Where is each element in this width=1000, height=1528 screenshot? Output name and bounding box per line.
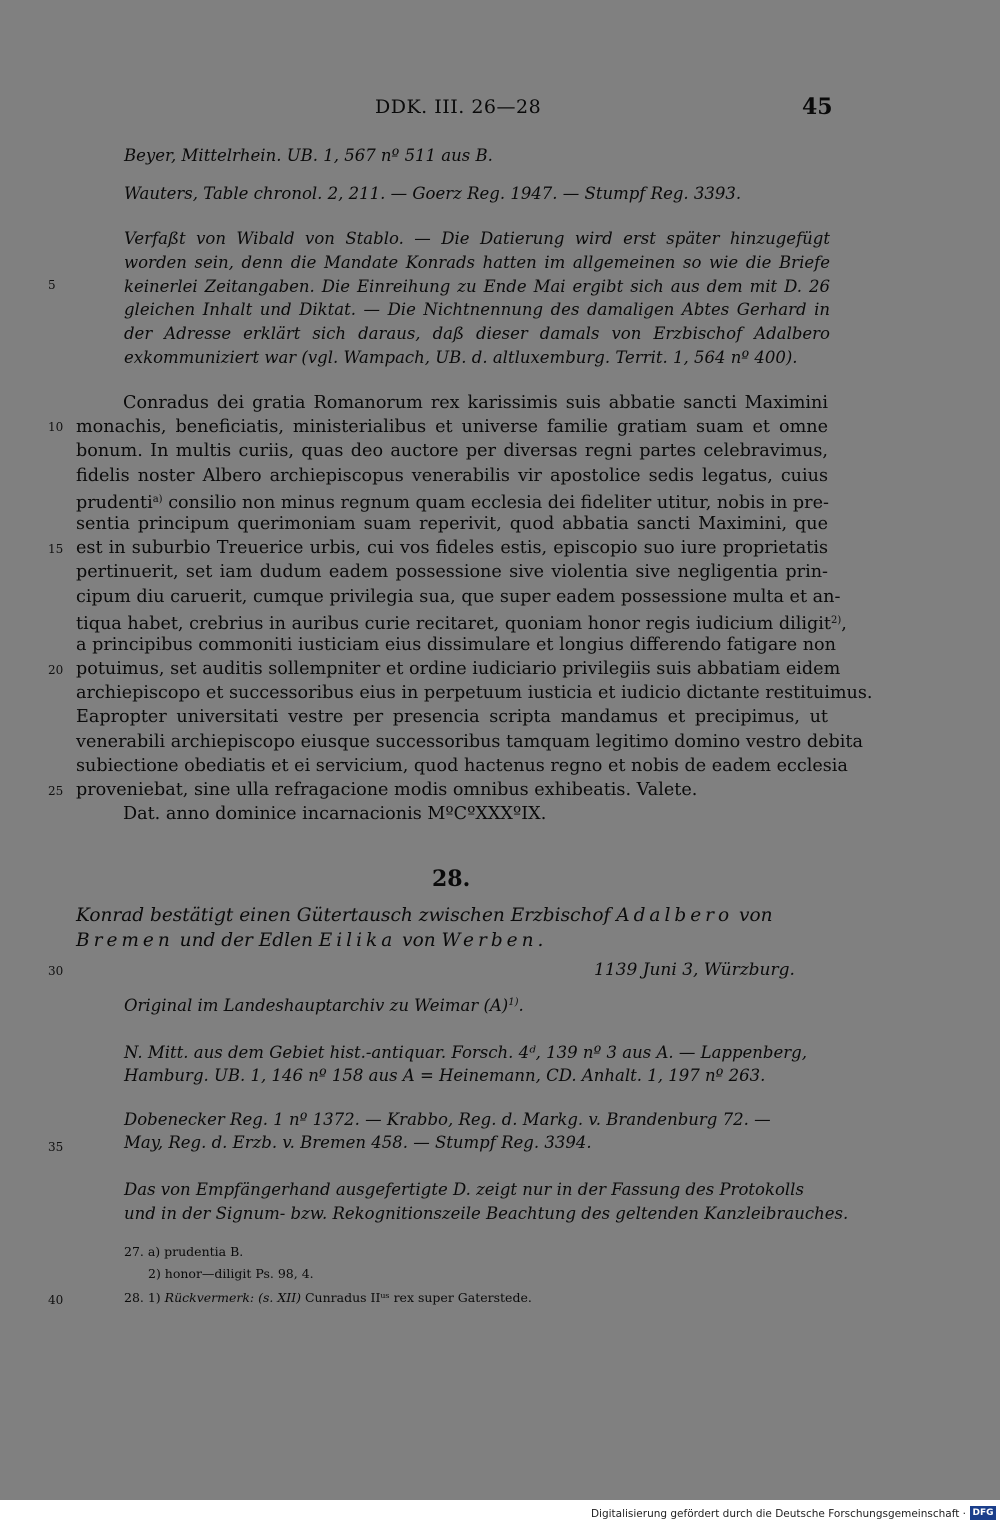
comment-line: und in der Signum- bzw. Rekognitionszeile Beachtung des geltenden Kanzleibrauches. (124, 1204, 849, 1223)
funding-notice: Digitalisierung gefördert durch die Deutsche Forschungsgemeinschaft · (590, 1508, 966, 1520)
line-number: 15 (48, 542, 64, 556)
text-line: fidelis noster Albero archiepiscopus venerabilis vir apostolice sedis legatus, cuius (76, 465, 828, 486)
original-note (124, 996, 524, 1015)
line-number: 5 (48, 278, 56, 292)
person-name: Eilika (318, 930, 397, 951)
regest-text: von (733, 905, 773, 926)
footnote-mark: 2) (830, 614, 842, 626)
line-number: 35 (48, 1140, 64, 1154)
footnote-text: Cunradus IIᵘˢ rex super Gaterstede. (301, 1290, 532, 1305)
footnote-text: 28. 1) (124, 1290, 165, 1305)
footnote-text: Rückvermerk: (s. XII) (164, 1290, 302, 1305)
place-name: Werben (441, 930, 538, 951)
regesta-line: Dobenecker Reg. 1 nº 1372. — Krabbo, Reg. d. Markg. v. Brandenburg 72. — (124, 1110, 771, 1129)
text-line: subiectione obediatis et ei servicium, quod hactenus regno et nobis de eadem ecclesia (76, 755, 848, 776)
regest-text: von (396, 930, 442, 951)
text-line: bonum. In multis curiis, quas deo auctore per diversas regni partes celebravimus, (76, 441, 828, 462)
page-number: 45 (802, 94, 833, 120)
dating-line: Dat. anno dominice incarnacionis MºCºXXXºIX. (123, 804, 547, 825)
running-header: DDK. III. 26—28 (375, 96, 542, 118)
text-line: monachis, beneficiatis, ministerialibus et universe familie gratiam suam et omne (76, 417, 828, 438)
line-number: 30 (48, 964, 64, 978)
text-line: est in suburbio Treuerice urbis, cui vos fideles estis, episcopio suo iure proprietatis (76, 538, 828, 559)
original-text: . (518, 996, 524, 1015)
text-line: venerabili archiepiscopo eiusque successoribus tamquam legitimo domino vestro debita (76, 731, 863, 752)
regest-text: Konrad bestätigt einen Gütertausch zwischen Erzbischof (76, 905, 617, 926)
original-text: Original im Landeshauptarchiv zu Weimar (A) (124, 996, 509, 1015)
text-line: Eapropter universitati vestre per presencia scripta mandamus et precipimus, ut (76, 707, 828, 728)
regest-text: und der Edlen (173, 930, 319, 951)
text-line: sentia principum querimoniam suam reperivit, quod abbatia sancti Maximini, que (76, 513, 828, 534)
text-fragment: tiqua habet, crebrius in auribus curie recitaret, quoniam honor regis iudicium diligit (76, 613, 831, 634)
text-line: a principibus commoniti iusticiam eius dissimulare et longius differendo fatigare non (76, 634, 836, 655)
person-name: Adalbero (616, 905, 734, 926)
regest-text: . (537, 930, 544, 951)
line-number: 40 (48, 1293, 64, 1307)
charter-text (76, 391, 873, 826)
text-line: archiepiscopo et successoribus eius in perpetuum iusticia et iudicio dictante restituimus. (76, 683, 873, 704)
edition-line: N. Mitt. aus dem Gebiet hist.-antiquar. Forsch. 4ᵈ, 139 nº 3 aus A. — Lappenberg, (124, 1043, 807, 1062)
footnote-mark: a) (152, 493, 163, 505)
line-number: 25 (48, 784, 64, 798)
regesta-line: May, Reg. d. Erzb. v. Bremen 458. — Stumpf Reg. 3394. (124, 1133, 592, 1152)
footnote (124, 1290, 532, 1305)
text-fragment: prudenti (76, 492, 153, 513)
text-line: potuimus, set auditis sollempniter et ordine iudiciario privilegiis suis abbatiam eidem (76, 659, 841, 680)
place-name: Bremen (76, 930, 174, 951)
footnote: 27. a) prudentia B. (124, 1244, 244, 1259)
line-number: 10 (48, 420, 64, 434)
text-line (76, 488, 828, 512)
text-line: Conradus dei gratia Romanorum rex karissimis suis abbatie sancti Maximini (123, 393, 828, 413)
footnote-mark: 1) (508, 997, 519, 1008)
line-number: 20 (48, 663, 64, 677)
text-fragment: consilio non minus regnum quam ecclesia dei fideliter utitur, nobis in pre- (168, 492, 829, 513)
comment-line: Das von Empfängerhand ausgefertigte D. zeigt nur in der Fassung des Protokolls (124, 1180, 804, 1199)
edition-line: Hamburg. UB. 1, 146 nº 158 aus A = Heinemann, CD. Anhalt. 1, 197 nº 263. (124, 1066, 766, 1085)
text-line: tiqua habet, crebrius in auribus curie recitaret, quoniam honor regis iudicium diligit$^{2)}$, (76, 613, 847, 634)
dfg-logo-icon: DFG (970, 1506, 996, 1520)
regest (76, 903, 828, 953)
text-line: cipum diu caruerit, cumque privilegia sua, que super eadem possessione multa et an- (76, 586, 841, 607)
footer-bar (0, 1500, 1000, 1528)
citation-line: Wauters, Table chronol. 2, 211. — Goerz Reg. 1947. — Stumpf Reg. 3393. (124, 184, 742, 203)
text-line: pertinuerit, set iam dudum eadem possessione sive violentia sive negligentia prin- (76, 562, 828, 583)
citation-line: Beyer, Mittelrhein. UB. 1, 567 nº 511 aus B. (124, 146, 493, 165)
footnote: 2) honor—diligit Ps. 98, 4. (148, 1266, 314, 1281)
text-line: proveniebat, sine ulla refragacione modis omnibus exhibeatis. Valete. (76, 780, 698, 800)
date-place: 1139 Juni 3, Würzburg. (594, 960, 795, 980)
commentary-paragraph: Verfaßt von Wibald von Stablo. — Die Datierung wird erst später hinzugefügt worden sein, denn die Mandate Konrads hatten im allgemeinen so wie die Briefe keinerlei Zeitangaben. Die Einreihung zu Ende Mai ergibt sich aus dem mit D. 26 gleichen Inhalt und Diktat. — Die Nichtnennung des damaligen Abtes Gerhard in der Adresse erklärt sich daraus, daß dieser damals von Erzbischof Adalbero exkommuniziert war (vgl. Wampach, UB. d. altluxemburg. Territ. 1, 564 nº 400). (124, 229, 830, 367)
document-number: 28. (432, 866, 471, 892)
